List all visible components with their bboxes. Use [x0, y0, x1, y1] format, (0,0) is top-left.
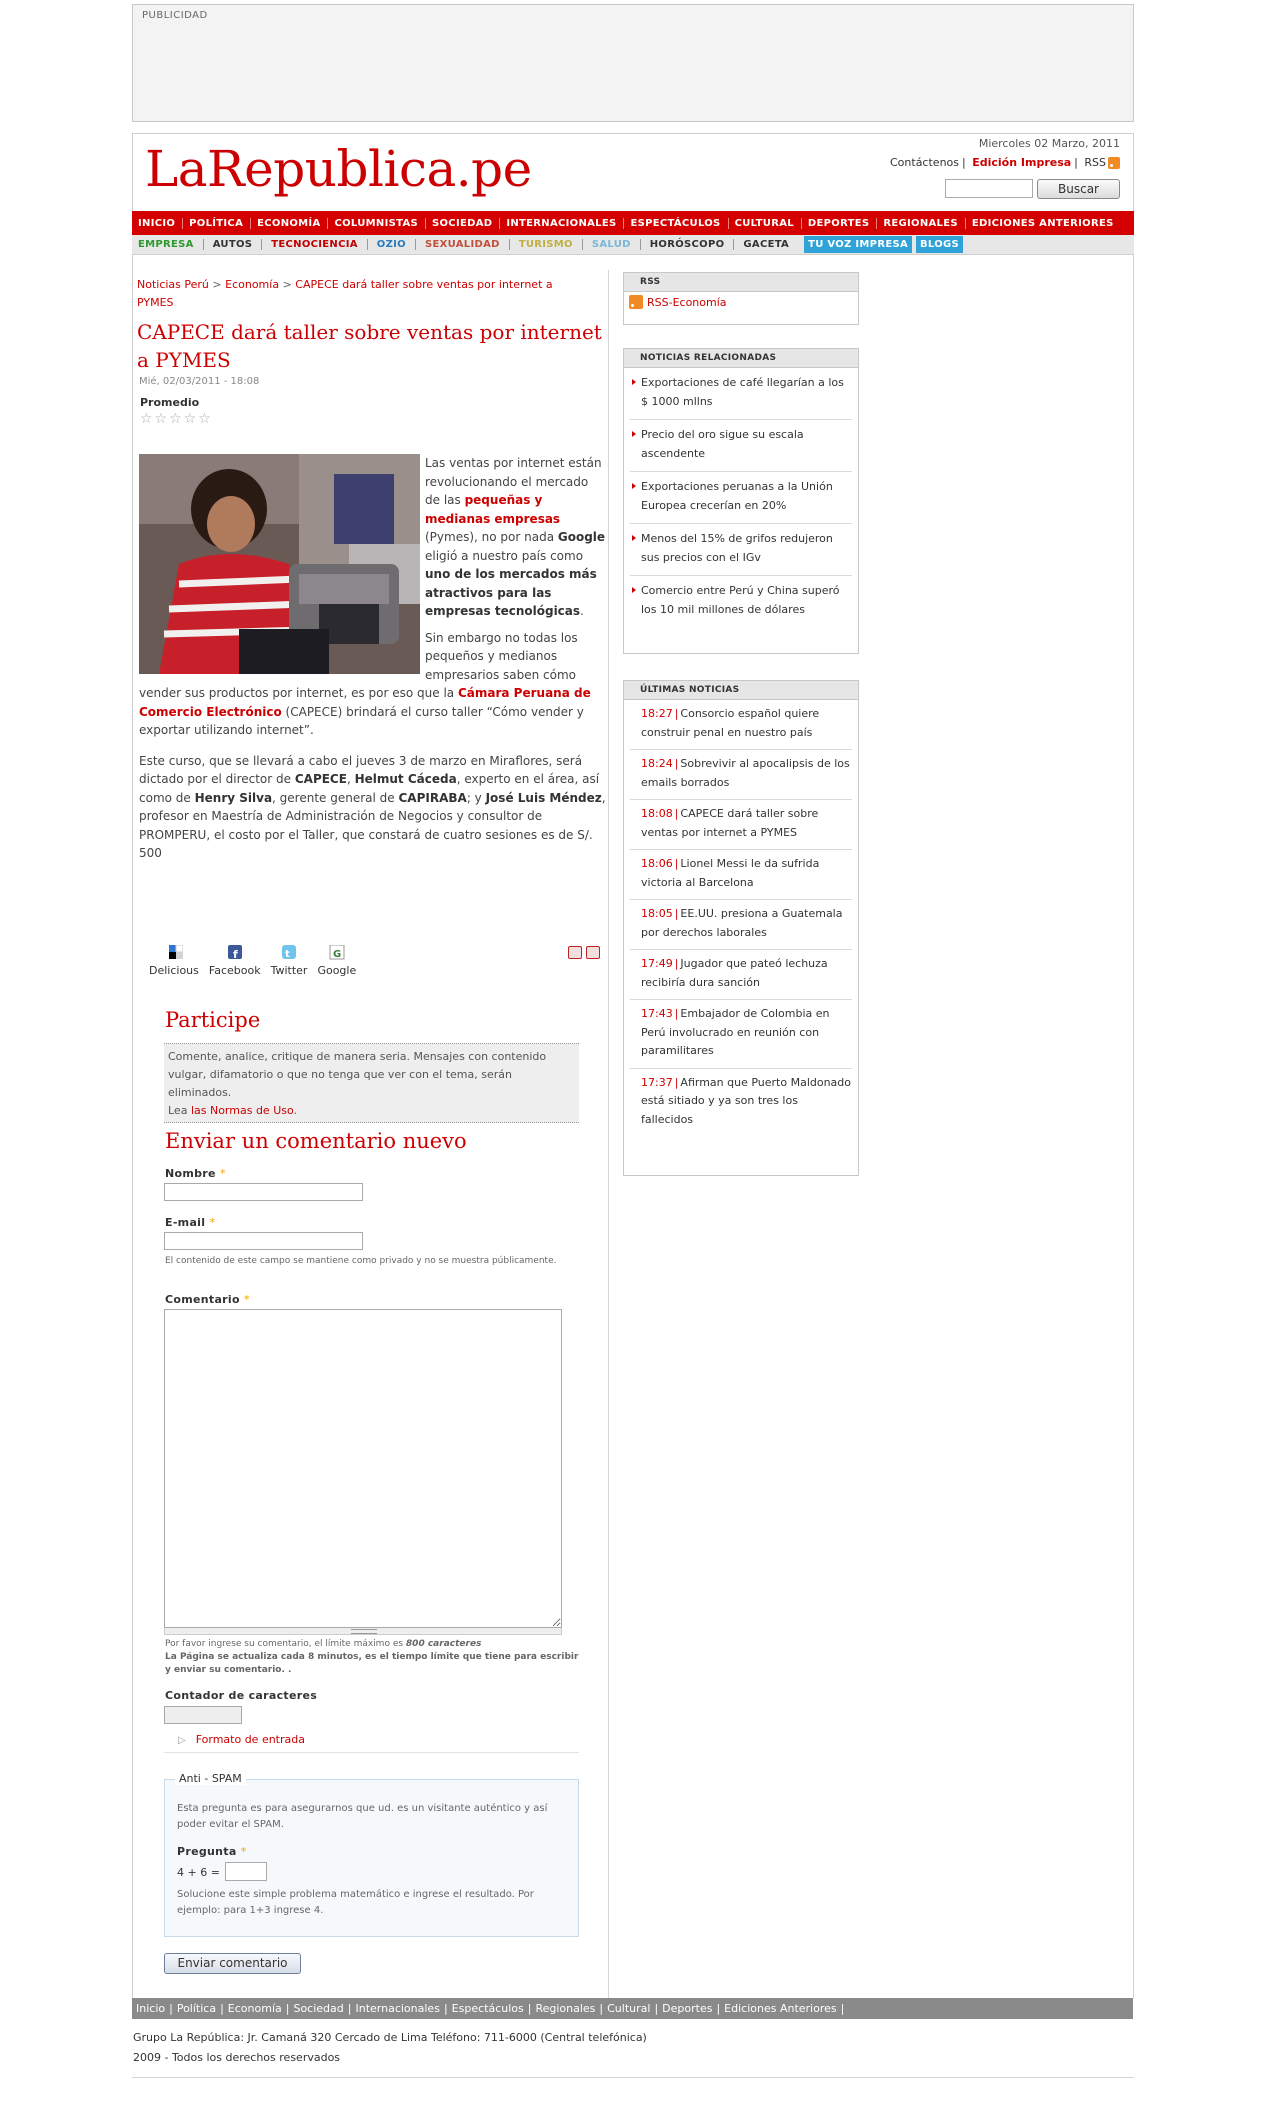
related-news-box: [623, 348, 859, 654]
latest-news-item[interactable]: [630, 750, 852, 800]
breadcrumb-current[interactable]: CAPECE dará taller sobre ventas por internet a PYMES: [137, 278, 553, 309]
footer-nav-item[interactable]: Política: [176, 2002, 217, 2015]
email-hint: El contenido de este campo se mantiene como privado y no se muestra públicamente.: [165, 1256, 557, 1266]
question-label: Pregunta *: [177, 1845, 247, 1858]
news-time: 18:24: [641, 757, 673, 770]
time-separator: |: [674, 957, 679, 970]
breadcrumb: Noticias Perú > Economía > CAPECE dará taller sobre ventas por internet a PYMES: [137, 278, 553, 309]
subnav-item-7[interactable]: HORÓSCOPO: [641, 239, 735, 250]
subnav-item-5[interactable]: TURISMO: [510, 239, 583, 250]
facebook-icon: [226, 945, 244, 961]
news-time: 18:05: [641, 907, 673, 920]
footer-nav-item[interactable]: Internacionales: [355, 2002, 440, 2015]
nav-item-4[interactable]: SOCIEDAD: [432, 218, 500, 229]
related-news-item[interactable]: Exportaciones peruanas a la Unión Europea crecerían en 20%: [630, 472, 852, 524]
math-question: 4 + 6 =: [177, 1866, 220, 1879]
article-paragraph-2: Sin embargo no todas los pequeños y medianos empresarios saben cómo vender sus productos por internet, es por eso que la Cámara Peruana de Comercio Electrónico (CAPECE) brindará el curso taller “Cómo vender y exportar utilizando internet”.: [139, 630, 591, 737]
usage-rules-link[interactable]: las Normas de Uso: [190, 1104, 294, 1117]
latest-news-list: [624, 700, 858, 1136]
latest-news-item[interactable]: [630, 1069, 852, 1137]
header-date: Miercoles 02 Marzo, 2011: [978, 137, 1120, 150]
share-google[interactable]: G Google: [317, 945, 356, 977]
footer-separator: |: [169, 2002, 173, 2015]
news-headline-link[interactable]: CAPECE dará taller sobre ventas por internet a PYMES: [641, 807, 819, 839]
related-news-item[interactable]: Menos del 15% de grifos redujeron sus precios con el IGv: [630, 524, 852, 576]
latest-news-item[interactable]: [630, 800, 852, 850]
name-label: Nombre *: [165, 1167, 226, 1180]
share-twitter[interactable]: t Twitter: [271, 945, 308, 977]
ad-label: PUBLICIDAD: [142, 10, 208, 21]
footer-separator: |: [527, 2002, 532, 2015]
pymes-link[interactable]: pequeñas y medianas empresas: [425, 493, 561, 526]
rss-economia-link[interactable]: RSS-Economía: [647, 296, 727, 309]
email-label: E-mail *: [165, 1216, 216, 1229]
subnav-item-0[interactable]: EMPRESA: [138, 239, 204, 250]
twitter-icon: [280, 945, 298, 961]
latest-news-box: [623, 680, 859, 1176]
news-time: 18:08: [641, 807, 673, 820]
nav-item-5[interactable]: INTERNACIONALES: [506, 218, 624, 229]
nav-item-6[interactable]: ESPECTÁCULOS: [630, 218, 728, 229]
rss-box-heading: RSS: [624, 273, 858, 292]
rss-box: [623, 272, 859, 325]
participe-notice: Comente, analice, critique de manera seria. Mensajes con contenido vulgar, difamatorio o que no tenga que ver con el tema, serán eliminados. Lea las Normas de Uso.: [164, 1043, 579, 1123]
footer-separator: |: [347, 2002, 352, 2015]
question-hint: Solucione este simple problema matemático e ingrese el resultado. Por ejemplo: para 1+3 ingrese 4.: [177, 1889, 534, 1916]
related-news-list: [624, 368, 858, 627]
news-headline-link[interactable]: Sobrevivir al apocalipsis de los emails borrados: [641, 757, 850, 789]
breadcrumb-home[interactable]: Noticias Perú: [137, 278, 209, 291]
participe-title: Participe: [165, 1008, 261, 1032]
email-icon[interactable]: [586, 946, 600, 959]
share-facebook[interactable]: f Facebook: [209, 945, 261, 977]
footer-nav-item[interactable]: Sociedad: [293, 2002, 344, 2015]
textarea-resize-grip[interactable]: [164, 1628, 562, 1635]
news-time: 17:43: [641, 1007, 673, 1020]
latest-news-item[interactable]: [630, 950, 852, 1000]
article-paragraph-3: Este curso, que se llevará a cabo el jueves 3 de marzo en Miraflores, será dictado por el director de CAPECE, Helmut Cáceda, experto en el área, así como de Henry Silva, gerente general de CAPIRABA; y José Luis Méndez, profesor en Maestría de Administración de Negocios y consultor de PROMPERU, el costo por el Taller, que constará de cuatro sesiones es de S/. 500: [139, 753, 606, 860]
news-time: 18:27: [641, 707, 673, 720]
footer-nav-item[interactable]: Inicio: [136, 2002, 166, 2015]
footer-separator: |: [716, 2002, 721, 2015]
related-news-item[interactable]: Precio del oro sigue su escala ascendente: [630, 420, 852, 472]
footer-copyright: 2009 - Todos los derechos reservados: [133, 2051, 341, 2064]
subnav-item-9[interactable]: TU VOZ IMPRESA: [804, 236, 912, 253]
rss-feed-icon: [629, 295, 643, 309]
time-separator: |: [674, 757, 679, 770]
share-bar: [149, 945, 356, 977]
svg-text:t: t: [285, 949, 290, 960]
nav-item-0[interactable]: INICIO: [138, 218, 183, 229]
subnav-item-2[interactable]: TECNOCIENCIA: [262, 239, 368, 250]
news-time: 18:06: [641, 857, 673, 870]
time-separator: |: [674, 1007, 679, 1020]
article-body: [139, 454, 607, 871]
footer-separator: |: [654, 2002, 659, 2015]
subnav-item-4[interactable]: SEXUALIDAD: [416, 239, 510, 250]
expand-triangle-icon: ▷: [178, 1735, 186, 1746]
header-links: Contáctenos | Edición Impresa | RSS: [890, 156, 1120, 169]
input-format-toggle[interactable]: ▷ Formato de entrada: [164, 1733, 579, 1753]
footer-nav: [132, 1998, 1133, 2019]
article-paragraph-1: Las ventas por internet están revolucionando el mercado de las pequeñas y medianas empresas (Pymes), no por nada Google eligió a nuestro país como uno de los mercados más atractivos para las empresas tecnológicas.: [425, 456, 606, 618]
time-separator: |: [674, 857, 679, 870]
site-header: [132, 133, 1134, 211]
time-separator: |: [674, 707, 679, 720]
rating-stars[interactable]: ☆☆☆☆☆: [140, 411, 213, 427]
time-separator: |: [674, 1075, 679, 1089]
footer-separator: |: [840, 2002, 845, 2015]
news-time: 17:37: [641, 1075, 673, 1089]
nav-item-2[interactable]: ECONOMÍA: [257, 218, 328, 229]
news-headline-link[interactable]: Lionel Messi le da sufrida victoria al Barcelona: [641, 857, 820, 889]
new-comment-title: Enviar un comentario nuevo: [165, 1129, 467, 1153]
character-counter: [164, 1706, 242, 1724]
news-headline-link[interactable]: Embajador de Colombia en Perú involucrado en reunión con paramilitares: [641, 1007, 830, 1057]
subnav-item-6[interactable]: SALUD: [583, 239, 641, 250]
footer-address: Grupo La República: Jr. Camaná 320 Cercado de Lima Teléfono: 711-6000 (Central telefónica): [133, 2031, 647, 2044]
comment-label: Comentario *: [165, 1293, 250, 1306]
capece-link[interactable]: Cámara Peruana de Comercio Electrónico: [139, 686, 591, 719]
news-headline-link[interactable]: Consorcio español quiere construir penal en nuestro país: [641, 707, 820, 739]
comment-textarea[interactable]: [164, 1309, 562, 1628]
footer-nav-item[interactable]: Ediciones Anteriores: [724, 2002, 837, 2015]
footer-divider: [132, 2077, 1134, 2078]
counter-label: Contador de caracteres: [165, 1689, 318, 1702]
latest-news-item[interactable]: [630, 1000, 852, 1069]
footer-separator: |: [285, 2002, 290, 2015]
news-headline-link[interactable]: EE.UU. presiona a Guatemala por derechos laborales: [641, 907, 843, 939]
anti-spam-text: Esta pregunta es para asegurarnos que ud. es un visitante auténtico y así poder evitar el SPAM.: [177, 1803, 548, 1830]
footer-nav-item[interactable]: Deportes: [662, 2002, 713, 2015]
rss-link[interactable]: RSS: [1084, 156, 1106, 169]
subnav-item-1[interactable]: AUTOS: [204, 239, 263, 250]
related-news-item[interactable]: Comercio entre Perú y China superó los 10 mil millones de dólares: [630, 576, 852, 627]
nav-item-9[interactable]: REGIONALES: [883, 218, 965, 229]
latest-news-item[interactable]: [630, 850, 852, 900]
sub-nav: [132, 235, 1134, 255]
article-tools: [568, 946, 600, 959]
print-edition-link[interactable]: Edición Impresa: [972, 156, 1072, 169]
article-date: Mié, 02/03/2011 - 18:08: [139, 376, 260, 387]
nav-item-10[interactable]: EDICIONES ANTERIORES: [971, 217, 1114, 229]
contact-link[interactable]: Contáctenos: [890, 156, 959, 169]
nav-item-7[interactable]: CULTURAL: [735, 218, 802, 229]
nav-item-1[interactable]: POLÍTICA: [189, 218, 251, 229]
rating-label: Promedio: [140, 396, 200, 409]
time-separator: |: [674, 807, 679, 820]
footer-nav-item[interactable]: Economía: [227, 2002, 282, 2015]
print-icon[interactable]: [568, 946, 582, 959]
subnav-item-10[interactable]: BLOGS: [916, 236, 963, 253]
delicious-icon: [165, 945, 183, 961]
subnav-item-3[interactable]: OZIO: [368, 239, 416, 250]
footer-nav-item[interactable]: Espectáculos: [451, 2002, 524, 2015]
time-separator: |: [674, 907, 679, 920]
rss-icon[interactable]: [1108, 157, 1120, 169]
breadcrumb-section[interactable]: Economía: [225, 278, 280, 291]
main-nav: [132, 211, 1134, 235]
footer-separator: |: [443, 2002, 448, 2015]
latest-news-heading: ÚLTIMAS NOTICIAS: [624, 681, 858, 700]
footer-nav-item[interactable]: Cultural: [607, 2002, 651, 2015]
comment-hint: Por favor ingrese su comentario, el límite máximo es 800 caracteres La Página se actualiza cada 8 minutos, es el tiempo límite que tiene para escribir y enviar su comentario. .: [165, 1639, 579, 1675]
column-divider: [608, 270, 609, 1998]
svg-text:G: G: [332, 949, 342, 960]
related-news-item[interactable]: Exportaciones de café llegarían a los $ 1000 mllns: [630, 368, 852, 420]
latest-news-item[interactable]: [630, 700, 852, 750]
site-logo[interactable]: LaRepublica.pe: [145, 140, 532, 198]
anti-spam-legend: Anti - SPAM: [175, 1772, 246, 1785]
captcha-answer-input[interactable]: [225, 1862, 267, 1881]
related-news-heading: NOTICIAS RELACIONADAS: [624, 349, 858, 368]
article-title: CAPECE dará taller sobre ventas por internet a PYMES: [137, 320, 602, 372]
latest-news-item[interactable]: [630, 900, 852, 950]
subnav-item-8[interactable]: GACETA: [743, 239, 790, 250]
footer-separator: |: [599, 2002, 604, 2015]
search-input[interactable]: [945, 179, 1033, 198]
footer-separator: |: [220, 2002, 224, 2015]
advertisement-banner[interactable]: [132, 4, 1134, 122]
footer-nav-item[interactable]: Regionales: [535, 2002, 596, 2015]
name-input[interactable]: [164, 1183, 363, 1201]
svg-text:f: f: [232, 948, 238, 961]
nav-item-8[interactable]: DEPORTES: [808, 218, 877, 229]
search-button[interactable]: Buscar: [1037, 179, 1120, 199]
email-input[interactable]: [164, 1232, 363, 1250]
news-headline-link[interactable]: Afirman que Puerto Maldonado está sitiado y ya son tres los fallecidos: [641, 1075, 852, 1126]
news-time: 17:49: [641, 957, 673, 970]
share-delicious[interactable]: Delicious: [149, 945, 199, 977]
submit-comment-button[interactable]: Enviar comentario: [164, 1953, 301, 1974]
google-icon: [328, 945, 346, 961]
nav-item-3[interactable]: COLUMNISTAS: [334, 218, 426, 229]
news-headline-link[interactable]: Jugador que pateó lechuza recibiría dura sanción: [641, 957, 828, 989]
